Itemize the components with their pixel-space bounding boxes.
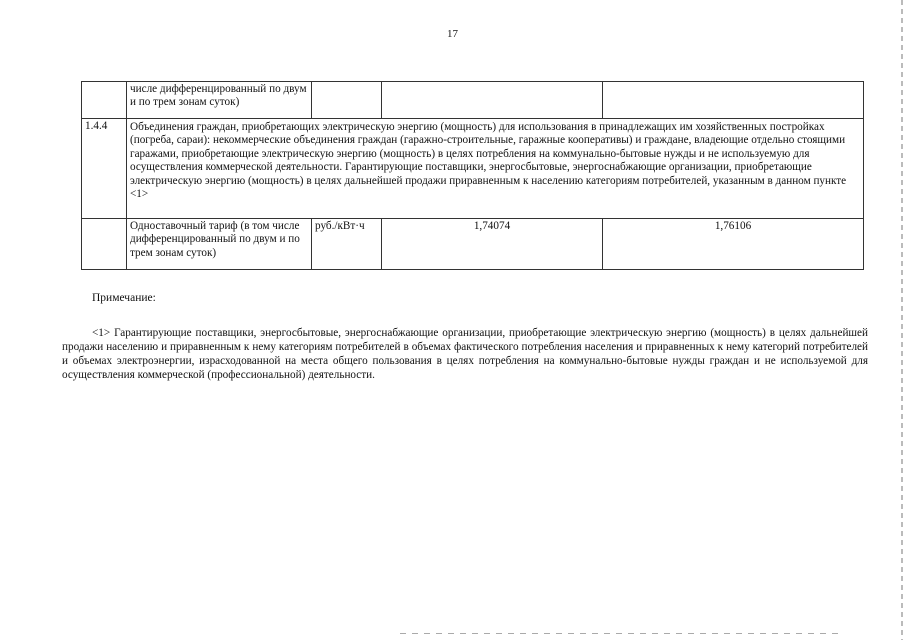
table-row [82, 82, 864, 119]
row-value-1-cell [382, 82, 603, 119]
scan-bottom-mark [400, 633, 840, 634]
row-unit-cell: руб./кВт·ч [312, 219, 382, 270]
row-value-2-cell: 1,76106 [603, 219, 864, 270]
table-row [82, 219, 864, 270]
row-value-1-cell: 1,74074 [382, 219, 603, 270]
group-description-cell: Объединения граждан, приобретающих электрическую энергию (мощность) для использования в принадлежащих им хозяйственных постройках (погреба, сараи): некоммерческие объединения граждан (гаражно-строительные, гаражные кооперативы) и граждане, владеющие отдельно стоящими гаражами, приобретающие электрическую энергию (мощность) в целях потребления на коммунально-бытовые нужды и не используемую для осуществления коммерческой деятельности. Гарантирующие поставщики, энергосбытовые, энергоснабжающие организации, приобретающие электрическую энергию (мощность) в целях дальнейшей продажи приравненным к населению категориям потребителей, указанным в данном пункте <1> [127, 119, 864, 219]
scan-edge-mark [901, 0, 903, 640]
tariff-table [81, 81, 864, 270]
row-unit-cell [312, 82, 382, 119]
row-value-2-cell [603, 82, 864, 119]
note-heading: Примечание: [92, 292, 156, 304]
row-name-cell: Одноставочный тариф (в том числе дифференцированный по двум и по трем зонам суток) [127, 219, 312, 270]
table-row [82, 119, 864, 219]
row-name-cell: числе дифференцированный по двум и по трем зонам суток) [127, 82, 312, 119]
row-code-cell [82, 219, 127, 270]
page-number: 17 [447, 28, 458, 40]
note-text: <1> Гарантирующие поставщики, энергосбытовые, энергоснабжающие организации, приобретающие электрическую энергию (мощность) в целях дальнейшей продажи населению и приравненным к нему категориям потребителей в объемах фактического потребления населения и приравненных к нему категорий потребителей и объемах электроэнергии, израсходованной на места общего пользования в целях потребления на коммунально-бытовые нужды граждан и не используемой для осуществления коммерческой (профессиональной) деятельности. [62, 327, 868, 381]
row-code-cell: 1.4.4 [82, 119, 127, 219]
row-code-cell [82, 82, 127, 119]
